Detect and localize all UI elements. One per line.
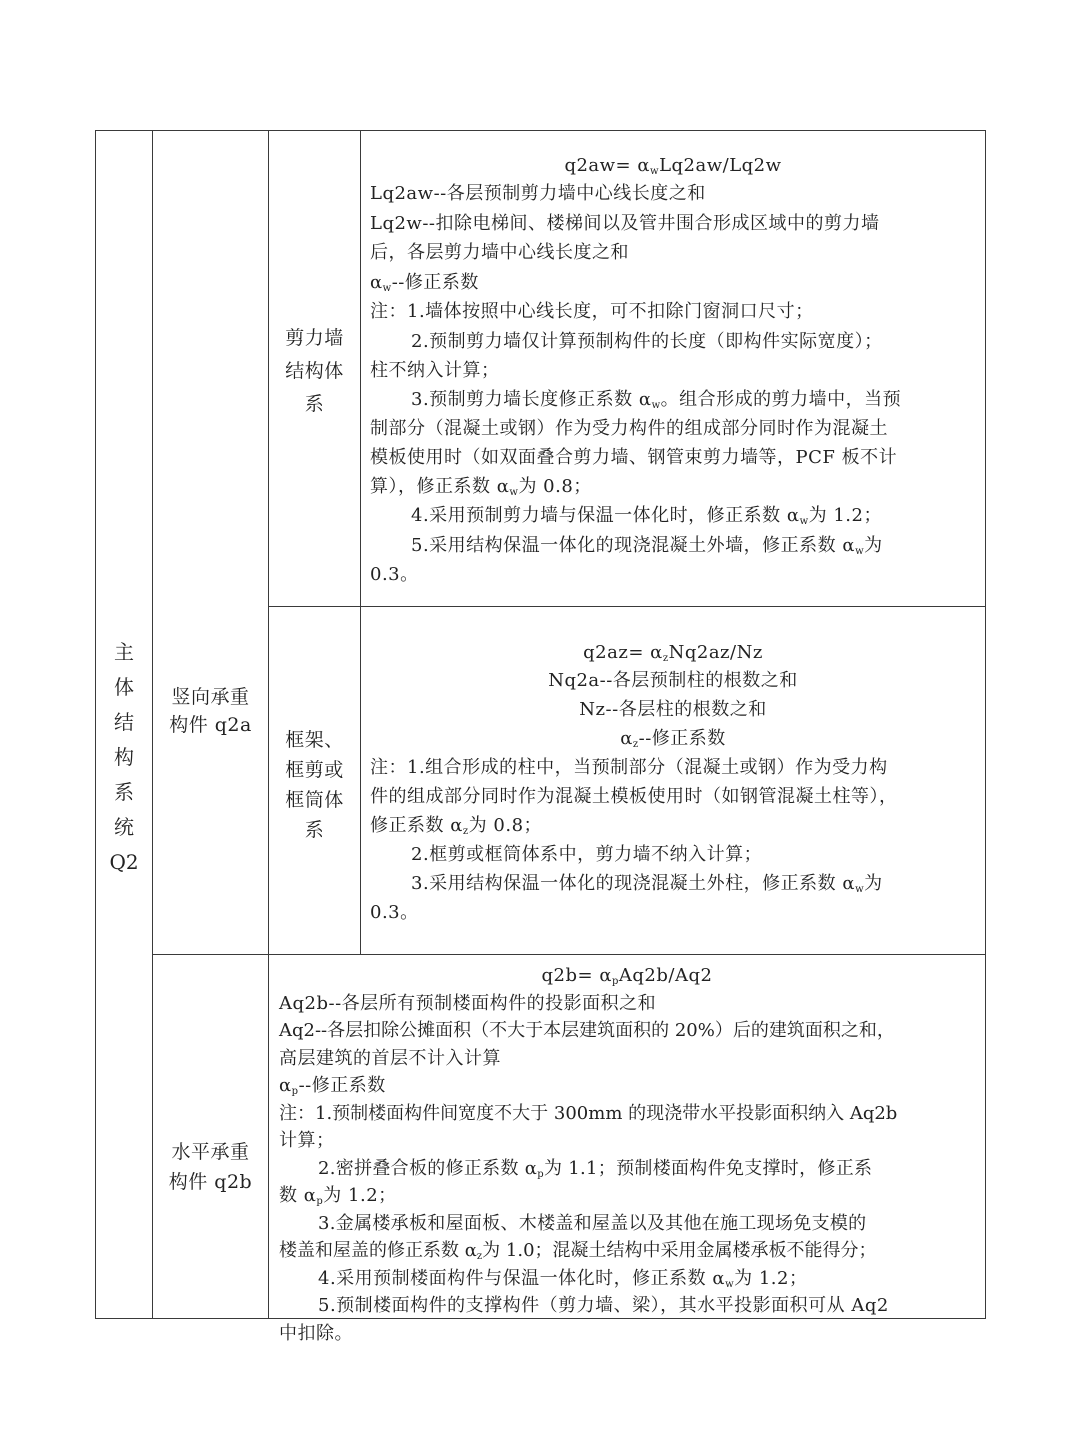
shear-wall-system-label: 剪力墙 结构体 系 (285, 327, 344, 415)
definition: Aq2--各层扣除公摊面积（不大于本层建筑面积的 20%）后的建筑面积之和， (279, 1020, 895, 1041)
definition: Aq2b--各层所有预制楼面构件的投影面积之和 (279, 992, 657, 1014)
note: 5.预制楼面构件的支撑构件（剪力墙、梁），其水平投影面积可从 Aq2 (318, 1295, 889, 1316)
note: 算），修正系数 $\alpha_w$为 0.8； (370, 476, 592, 498)
note: 注：1.预制楼面构件间宽度不大于 300mm 的现浇带水平投影面积纳入 Aq2b (279, 1102, 898, 1124)
note: 3.金属楼承板和屋面板、木楼盖和屋盖以及其他在施工现场免支模的 (318, 1212, 867, 1234)
vertical-char: 构 (114, 745, 134, 769)
note: 数 $\alpha_p$为 1.2； (279, 1185, 397, 1207)
note: 0.3。 (370, 902, 419, 923)
col-divider-3 (360, 130, 361, 954)
note: 3.采用结构保温一体化的现浇混凝土外柱，修正系数 $\alpha_w$为 (411, 873, 883, 895)
row-divider-2 (152, 954, 986, 955)
definition: Lq2aw--各层预制剪力墙中心线长度之和 (370, 183, 706, 204)
table-border-right (985, 130, 986, 1319)
note: 4.采用预制剪力墙与保温一体化时，修正系数 $\alpha_w$为 1.2； (411, 505, 882, 527)
note: 注：1.组合形成的柱中，当预制部分（混凝土或钢）作为受力构 (370, 757, 888, 778)
definition: Nq2a--各层预制柱的根数之和 (548, 670, 798, 691)
horizontal-member-label: 水平承重 构件 q2b (168, 1141, 253, 1193)
definition: $\alpha_z--$修正系数 (620, 728, 726, 750)
note: 2.密拼叠合板的修正系数 $\alpha_p$为 1.1；预制楼面构件免支撑时，修正系 (318, 1157, 873, 1180)
row-divider-1 (268, 606, 986, 607)
note: 制部分（混凝土或钢）作为受力构件的组成部分同时作为混凝土 (370, 418, 888, 439)
definition: Nz--各层柱的根数之和 (579, 699, 767, 720)
note: 中扣除。 (279, 1322, 353, 1344)
table-border-top (95, 130, 986, 131)
note: 0.3。 (370, 564, 419, 585)
vertical-char: 主 (114, 640, 134, 664)
note: 3.预制剪力墙长度修正系数 $\alpha_w$。组合形成的剪力墙中，当预 (411, 389, 902, 411)
definition: Lq2w--扣除电梯间、楼梯间以及管井围合形成区域中的剪力墙 (370, 213, 880, 234)
note: 模板使用时（如双面叠合剪力墙、钢管束剪力墙等，PCF 板不计 (370, 447, 898, 468)
formula: $q2b= \alpha_pAq2b/Aq2$ (541, 965, 713, 987)
definition: 高层建筑的首层不计入计算 (279, 1047, 501, 1069)
vertical-char: 结 (114, 710, 134, 734)
vertical-char: 统 (114, 815, 134, 839)
note: 楼盖和屋盖的修正系数 $\alpha_z$为 1.0；混凝土结构中采用金属楼承板不能得分； (279, 1240, 877, 1262)
definition: $\alpha_p--$修正系数 (279, 1075, 386, 1097)
note: 2.框剪或框筒体系中，剪力墙不纳入计算； (411, 844, 763, 865)
note: 注：1.墙体按照中心线长度，可不扣除门窗洞口尺寸； (370, 301, 814, 322)
definition: $\alpha_w--$修正系数 (370, 272, 479, 294)
note: 柱不纳入计算； (370, 360, 500, 381)
note: 2.预制剪力墙仅计算预制构件的长度（即构件实际宽度）； (411, 331, 883, 352)
frame-system-label: 框架、 框剪或 框筒体 系 (285, 729, 344, 841)
note: 5.采用结构保温一体化的现浇混凝土外墙，修正系数 $\alpha_w$为 (411, 535, 883, 557)
table-border-bottom (95, 1318, 986, 1319)
vertical-char: Q2 (109, 850, 139, 874)
note: 4.采用预制楼面构件与保温一体化时，修正系数 $\alpha_w$为 1.2； (318, 1267, 808, 1290)
definition: 后，各层剪力墙中心线长度之和 (370, 242, 629, 263)
note: 修正系数 $\alpha_z$为 0.8； (370, 815, 543, 837)
vertical-char: 系 (114, 780, 134, 804)
vertical-member-label: 竖向承重 构件 q2a (169, 686, 252, 736)
formula: $q2aw= \alpha_wLq2aw/Lq2w$ (564, 155, 782, 177)
formula: $q2az= \alpha_zNq2az/Nz$ (583, 642, 763, 664)
note: 计算； (279, 1130, 335, 1151)
note: 件的组成部分同时作为混凝土模板使用时（如钢管混凝土柱等）， (370, 786, 898, 807)
vertical-char: 体 (114, 675, 134, 699)
